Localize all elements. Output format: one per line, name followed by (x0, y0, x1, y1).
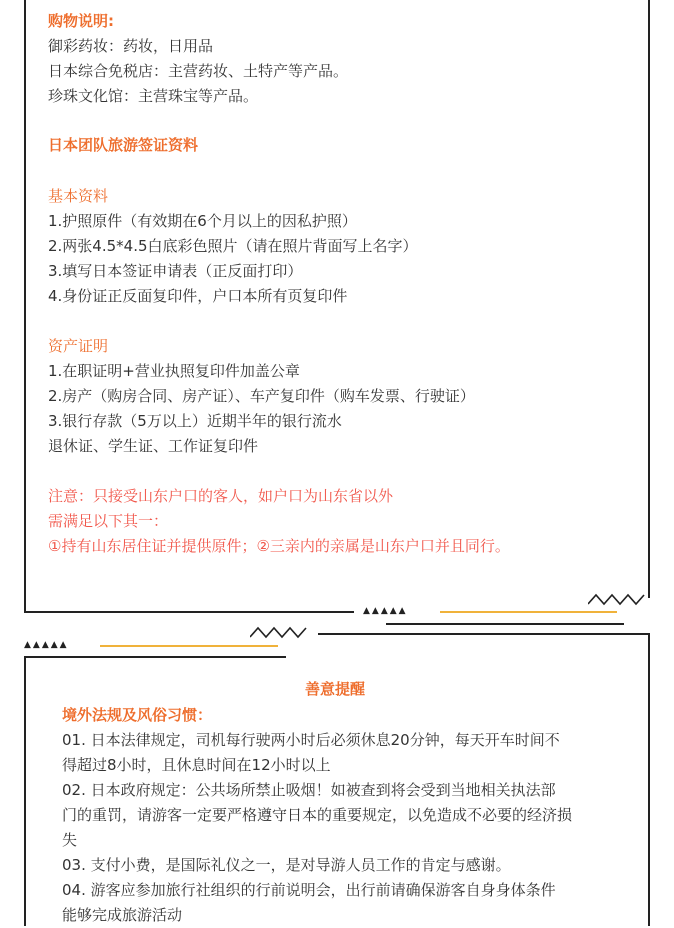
assets-item: 3.银行存款（5万以上）近期半年的银行流水 (48, 412, 342, 430)
shopping-heading: 购物说明: (48, 12, 114, 30)
reminder-line: 03. 支付小费，是国际礼仪之一，是对导游人员工作的肯定与感谢。 (62, 856, 511, 874)
basic-heading: 基本资料 (48, 187, 109, 205)
decor-dots-bottom: ▲▲▲▲▲ (24, 640, 69, 650)
reminder-line: 02. 日本政府规定：公共场所禁止吸烟！如被查到将会受到当地相关执法部 (62, 781, 556, 799)
shopping-item: 御彩药妆：药妆，日用品 (48, 37, 214, 55)
notice-line: 注意：只接受山东户口的客人，如户口为山东省以外 (48, 487, 394, 505)
top-card-right-border (648, 0, 650, 598)
top-card-bottom-border-right (386, 623, 624, 625)
top-card-left-border (24, 0, 26, 612)
basic-item: 2.两张4.5*4.5白底彩色照片（请在照片背面写上名字） (48, 237, 418, 255)
bottom-card-left-border (24, 656, 26, 926)
reminder-line: 失 (62, 831, 78, 849)
reminder-line: 门的重罚，请游客一定要严格遵守日本的重要规定，以免造成不必要的经济损 (62, 806, 573, 824)
reminder-subheading: 境外法规及风俗习惯： (62, 706, 213, 724)
decor-zigzag-bottom (250, 625, 310, 639)
decor-gold-line-bottom (100, 645, 278, 647)
bottom-card-top-border-right (318, 633, 649, 635)
visa-title: 日本团队旅游签证资料 (48, 136, 199, 154)
notice-line: ①持有山东居住证并提供原件；②三亲内的亲属是山东户口并且同行。 (48, 537, 510, 555)
basic-item: 4.身份证正反面复印件，户口本所有页复印件 (48, 287, 348, 305)
assets-item: 退休证、学生证、工作证复印件 (48, 437, 259, 455)
reminder-title: 善意提醒 (305, 680, 366, 698)
reminder-line: 01. 日本法律规定，司机每行驶两小时后必须休息20分钟，每天开车时间不 (62, 731, 560, 749)
basic-item: 1.护照原件（有效期在6个月以上的因私护照） (48, 212, 357, 230)
bottom-card-right-border (648, 633, 650, 926)
reminder-line: 04. 游客应参加旅行社组织的行前说明会，出行前请确保游客自身身体条件 (62, 881, 556, 899)
assets-item: 2.房产（购房合同、房产证）、车产复印件（购车发票、行驶证） (48, 387, 475, 405)
decor-zigzag-top-right (588, 592, 648, 606)
notice-line: 需满足以下其一： (48, 512, 169, 530)
reminder-line: 能够完成旅游活动 (62, 906, 183, 924)
shopping-item: 日本综合免税店：主营药妆、土特产等产品。 (48, 62, 349, 80)
assets-item: 1.在职证明+营业执照复印件加盖公章 (48, 362, 300, 380)
reminder-line: 得超过8小时，且休息时间在12小时以上 (62, 756, 331, 774)
decor-dots-top: ▲▲▲▲▲ (363, 606, 408, 616)
bottom-card-top-border (24, 656, 286, 658)
shopping-item: 珍珠文化馆：主营珠宝等产品。 (48, 87, 259, 105)
top-card-bottom-border (24, 611, 354, 613)
basic-item: 3.填写日本签证申请表（正反面打印） (48, 262, 303, 280)
assets-heading: 资产证明 (48, 337, 109, 355)
decor-gold-line-top (440, 611, 617, 613)
